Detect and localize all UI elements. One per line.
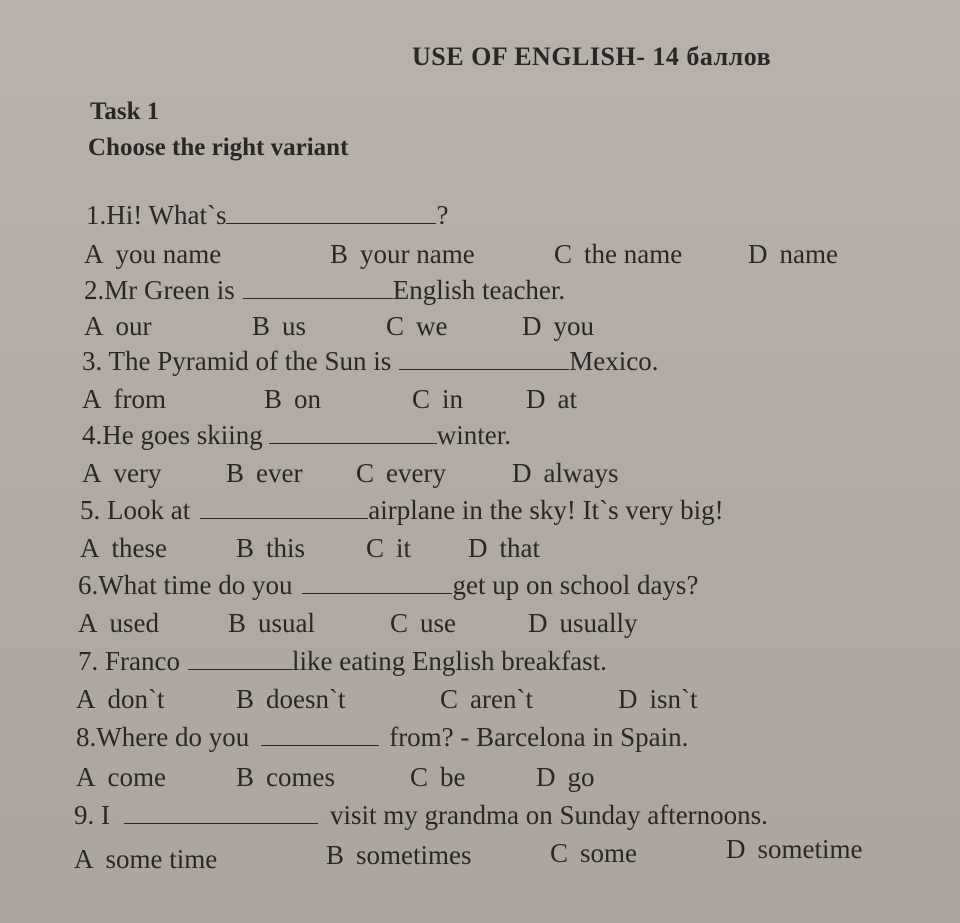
option-b: B us [252,311,307,341]
option-b: B usual [228,608,316,638]
option-c: C the name [554,239,683,269]
option-d: D that [468,533,540,563]
question-text-before: 8.Where do you [76,722,250,752]
question-text-before: 3. The Pyramid of the Sun is [82,346,392,376]
question-9 [74,798,768,832]
option-b: B doesn`t [236,684,346,714]
option-a: A these [80,533,167,563]
option-d: D usually [528,608,638,638]
option-c: C in [412,384,464,414]
question-text-after: English teacher. [392,275,566,305]
answer-blank [261,721,379,746]
option-c: C it [366,533,412,563]
option-c: C aren`t [440,684,533,714]
question-text-after: winter. [436,420,511,450]
answer-blank [399,345,569,370]
question-text-before: 2.Mr Green is [84,275,235,305]
question-text-after: ? [436,200,449,230]
answer-blank [269,419,437,444]
question-1 [86,198,448,232]
question-text-after: from? - Barcelona in Spain. [389,722,689,752]
option-b: B ever [226,458,303,488]
question-text-before: 1.Hi! What`s [86,200,227,230]
option-b: B on [264,384,322,414]
option-c: C be [410,762,466,792]
question-6 [78,568,698,602]
answer-blank [124,799,318,824]
option-a: A come [76,762,166,792]
option-d: D always [512,458,619,488]
answer-blank [243,274,393,299]
option-a: A our [84,311,152,341]
question-7 [78,644,607,678]
question-text-after: Mexico. [569,346,659,376]
option-c: C use [390,608,457,638]
question-text-before: 5. Look at [80,495,191,525]
question-text-before: 6.What time do you [78,570,293,600]
question-8 [76,720,688,754]
task-instruction: Choose the right variant [88,134,349,161]
question-text-after: get up on school days? [452,570,699,600]
answer-blank [200,494,368,519]
option-b: B comes [236,762,335,792]
option-a: A you name [84,239,222,269]
question-4 [82,418,511,452]
question-text-after: like eating English breakfast. [291,646,607,676]
answer-blank [226,199,436,224]
option-d: D name [748,239,838,269]
question-text-after: visit my grandma on Sunday afternoons. [330,800,768,830]
option-b: B your name [330,239,475,269]
option-a: A some time [74,844,218,874]
option-a: A very [82,458,162,488]
option-c: C every [356,458,446,488]
answer-blank [188,645,292,670]
task-title: Task 1 [90,98,160,125]
option-a: A from [82,384,166,414]
question-2 [84,273,565,307]
option-c: C some [550,838,638,868]
question-text-before: 9. I [74,800,110,830]
option-b: B this [236,533,306,563]
option-d: D at [526,384,577,414]
option-d: D sometime [726,834,863,864]
option-d: D you [522,311,594,341]
question-text-before: 4.He goes skiing [82,420,263,450]
option-d: D go [536,762,595,792]
option-a: A don`t [76,684,165,714]
answer-blank [302,569,452,594]
option-a: A used [78,608,159,638]
question-text-before: 7. Franco [78,646,180,676]
option-d: D isn`t [618,684,698,714]
question-5 [80,493,724,527]
question-3 [82,344,658,378]
option-b: B sometimes [326,840,472,870]
question-text-after: airplane in the sky! It`s very big! [368,495,724,525]
section-header: USE OF ENGLISH- 14 баллов [412,42,772,71]
option-c: C we [386,311,448,341]
